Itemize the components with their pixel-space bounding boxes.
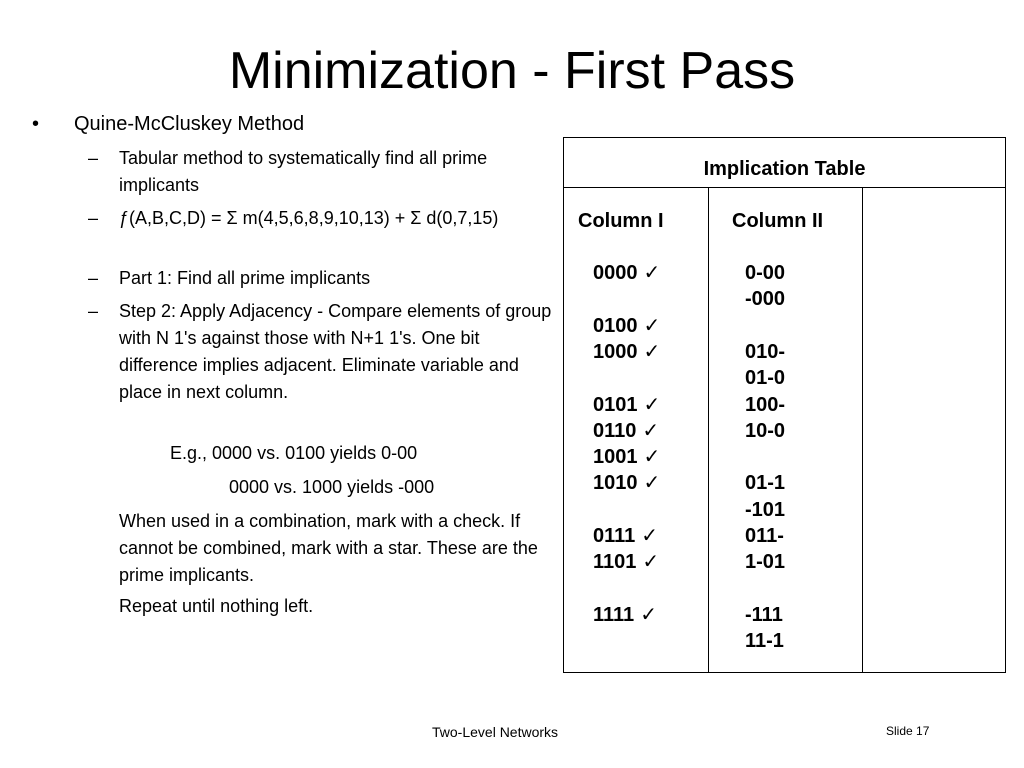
column-i-entry: 0110 ✓ <box>593 420 660 442</box>
implication-table <box>563 137 1006 673</box>
column-ii-entry: 01-1 <box>745 472 786 494</box>
column-i-entry: 0000 ✓ <box>593 262 661 284</box>
slide-number: Slide 17 <box>886 724 930 738</box>
column-i-entry: 0100 ✓ <box>593 315 661 337</box>
slide-title: Minimization - First Pass <box>228 42 796 100</box>
column-i-entry: 1111 ✓ <box>593 604 657 626</box>
column-ii-entry: 10-0 <box>745 420 786 442</box>
column-i-entry: 0111 ✓ <box>593 525 659 547</box>
repeat-note: Repeat until nothing left. <box>119 596 314 616</box>
footer-title: Two-Level Networks <box>432 724 559 740</box>
check-icon: ✓ <box>642 420 660 442</box>
subbullet-text: ƒ(A,B,C,D) = Σ m(4,5,6,8,9,10,13) + Σ d(0,7,15) <box>119 208 499 228</box>
check-icon: ✓ <box>641 525 659 547</box>
dash-marker: – <box>88 148 99 168</box>
dash-marker: – <box>88 268 99 288</box>
subbullet-function <box>88 205 558 232</box>
column-i-entry: 1001 ✓ <box>593 446 661 468</box>
column-ii-entry: 011- <box>745 525 784 547</box>
example-line-1: E.g., 0000 vs. 0100 yields 0-00 <box>170 443 418 463</box>
column-ii-entry: -000 <box>745 288 786 310</box>
combination-note: When used in a combination, mark with a check. If cannot be combined, mark with a star. These are the prime implicants. <box>119 511 538 585</box>
implication-table-header <box>564 138 1005 188</box>
bullet-marker: • <box>32 113 40 135</box>
check-icon: ✓ <box>643 315 661 337</box>
implication-table-title: Implication Table <box>703 158 866 180</box>
column-ii-entry: 0-00 <box>745 262 786 284</box>
subbullet-text: Part 1: Find all prime implicants <box>119 268 371 288</box>
subbullet-step2 <box>88 298 558 406</box>
column-i-entry: 0101 ✓ <box>593 394 661 416</box>
main-bullet-text: Quine-McCluskey Method <box>74 113 305 135</box>
subbullet-text: Tabular method to systematically find all prime implicants <box>119 148 488 195</box>
check-icon: ✓ <box>643 262 661 284</box>
column-ii-entry: -101 <box>745 499 786 521</box>
column-ii-entry: 1-01 <box>745 551 786 573</box>
check-icon: ✓ <box>643 446 661 468</box>
column-ii-entry: 11-1 <box>745 630 784 652</box>
check-icon: ✓ <box>643 394 661 416</box>
subbullet-text: Step 2: Apply Adjacency - Compare elements of group with N 1's against those with N+1 1's. One bit difference implies adjacent. Eliminate variable and place in next column. <box>119 301 552 402</box>
column-ii-entry: -111 <box>745 604 783 626</box>
column-i-entry: 1000 ✓ <box>593 341 661 363</box>
check-icon: ✓ <box>642 551 660 573</box>
dash-marker: – <box>88 301 99 321</box>
column-ii-entry: 010- <box>745 341 786 363</box>
check-icon: ✓ <box>640 604 657 626</box>
column-i-header: Column I <box>578 210 664 232</box>
column-ii-entry: 100- <box>745 394 786 416</box>
column-ii-header: Column II <box>732 210 824 232</box>
column-divider <box>862 188 863 672</box>
example-line-2: 0000 vs. 1000 yields -000 <box>229 477 435 497</box>
column-ii-entry: 01-0 <box>745 367 786 389</box>
subbullet-part1 <box>88 265 558 292</box>
column-i-entry: 1010 ✓ <box>593 472 661 494</box>
column-i-entry: 1101 ✓ <box>593 551 660 573</box>
subbullet-tabular <box>88 145 558 199</box>
dash-marker: – <box>88 208 99 228</box>
check-icon: ✓ <box>643 472 661 494</box>
check-icon: ✓ <box>643 341 661 363</box>
column-divider <box>708 188 709 672</box>
